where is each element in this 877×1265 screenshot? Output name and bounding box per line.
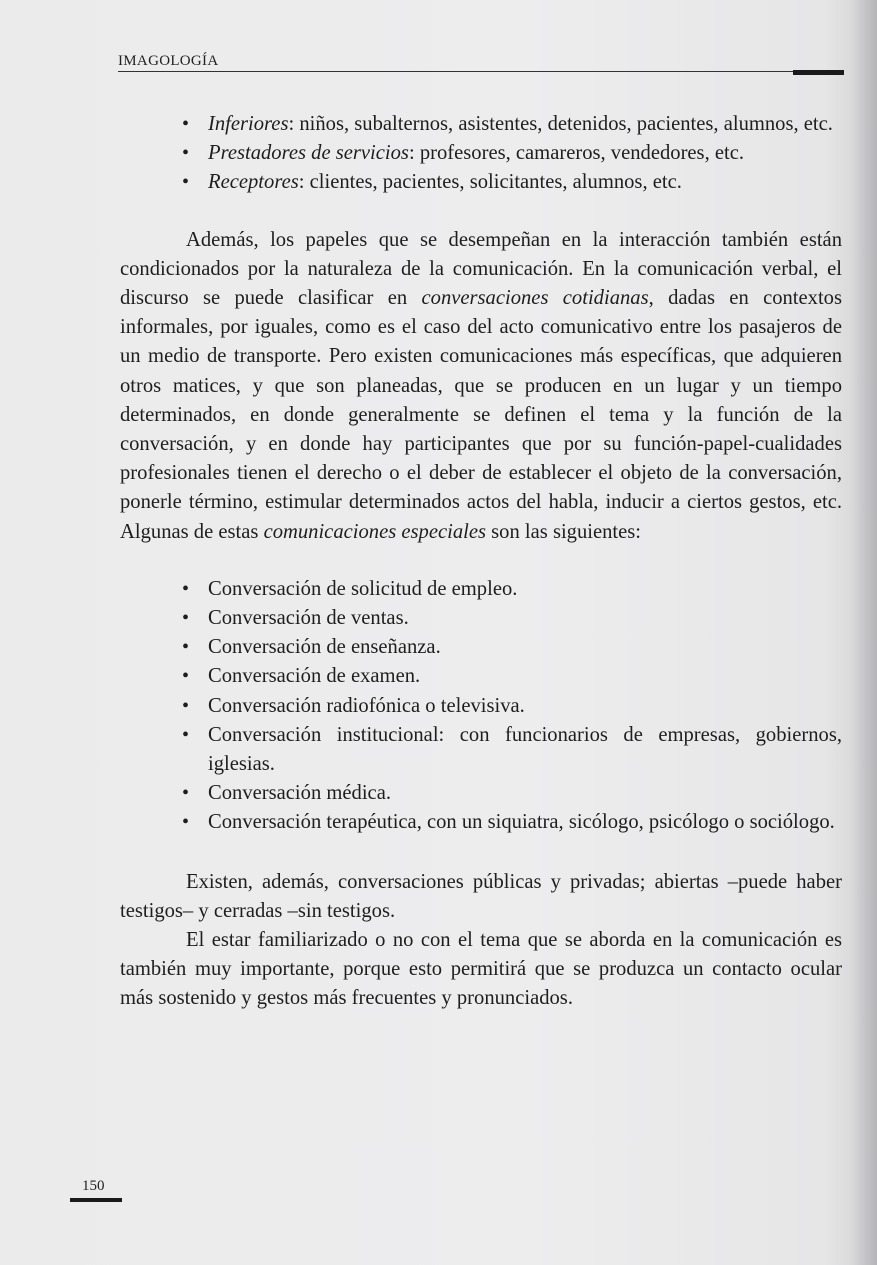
header-rule [118, 71, 844, 72]
spacer [120, 838, 842, 868]
role-list [120, 110, 842, 198]
list-item: • Conversación de examen. [120, 662, 842, 691]
paragraph-familiarity: El estar familiarizado o no con el tema que se aborda en la comunicación es también muy importante, porque esto permitirá que se produzca un contacto ocular más sostenido y gestos más frecuentes y pronunciados. [120, 929, 842, 1010]
list-item-text: : clientes, pacientes, solicitantes, alumnos, etc. [298, 171, 682, 194]
page-edge-shadow [851, 0, 877, 1265]
header-rule-bar [793, 70, 844, 75]
list-item-term: Receptores [208, 171, 299, 194]
list-item: • Conversación de ventas. [120, 604, 842, 633]
conversation-list [120, 575, 842, 838]
running-head: IMAGOLOGÍA [118, 53, 219, 69]
list-item: • Conversación médica. [120, 779, 842, 808]
list-item-text: : profesores, camareros, vendedores, etc. [408, 142, 745, 165]
list-item [120, 168, 842, 197]
list-item-term: Prestadores de servicios [208, 142, 409, 165]
list-item [120, 139, 842, 168]
spacer [120, 198, 842, 226]
page-number: 150 [82, 1178, 105, 1194]
list-item: • Conversación radiofónica o televisiva. [120, 692, 842, 721]
spacer [120, 547, 842, 575]
list-item: • Conversación de enseñanza. [120, 633, 842, 662]
list-item: • Conversación terapéutica, con un siquiatra, sicólogo, psicólogo o sociólogo. [120, 808, 842, 837]
paragraph-text: , dadas en contextos informales, por iguales, como es el caso del acto comunicativo entre los pasajeros de un medio de transporte. Pero existen comunicaciones más específicas, que adquieren otros matices, y que son planeadas, que se producen en un lugar y un tiempo determinados, en donde generalmente se definen el tema y la función de la conversación, y en donde hay participantes que por su función-papel-cualidades profesionales tienen el derecho o el deber de establecer el objeto de la conversación, ponerle término, estimular determinados actos del habla, inducir a ciertos gestos, etc. Algunas de estas [120, 287, 842, 543]
paragraph-text: Además, los papeles que se desempeñan en la interacción también están condicionados por la naturaleza de la comunicación. En la comunicación verbal, el discurso se puede clasificar en [120, 228, 842, 310]
footer-rule-bar [70, 1198, 122, 1202]
list-item-text: : niños, subalternos, asistentes, detenidos, pacientes, alumnos, etc. [288, 113, 833, 135]
page-body [120, 110, 842, 1014]
paragraph-italic-term: comunicaciones especiales [263, 520, 487, 543]
list-item [120, 110, 842, 139]
paragraph-text: son las siguientes: [486, 520, 642, 543]
list-item: • Conversación institucional: con funcionarios de empresas, gobiernos, iglesias. [120, 721, 842, 779]
list-item: • Conversación de solicitud de empleo. [120, 575, 842, 604]
paragraph-public-private: Existen, además, conversaciones públicas y privadas; abiertas –puede haber testigos– y cerradas –sin testigos. [120, 870, 842, 922]
paragraph-italic-term: conversaciones cotidianas [421, 287, 649, 310]
list-item-term: Inferiores [208, 113, 289, 135]
paragraph-communication-types [120, 226, 842, 547]
